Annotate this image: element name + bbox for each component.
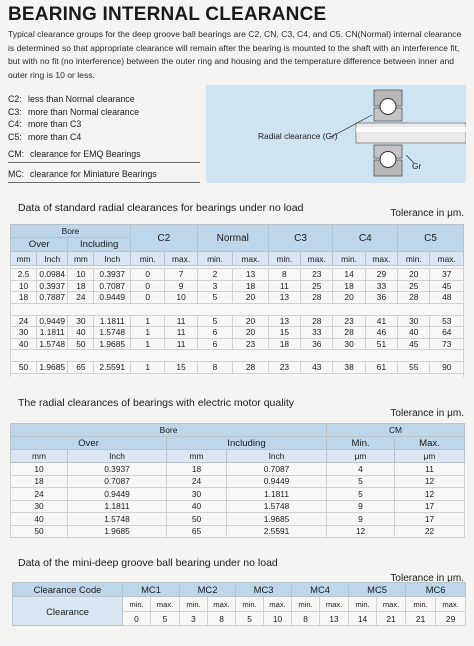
c5-header: C5 [398,225,464,252]
max-header: max. [365,252,397,266]
table-cell: 0 [130,269,164,281]
max-header: max. [233,252,268,266]
table-cell: 20 [398,269,430,281]
class-desc: more than C3 [28,119,82,130]
min-header: min. [349,597,377,612]
table-cell: 13 [268,292,300,304]
table2-title: The radial clearances of bearings with electric motor quality [18,397,295,409]
table-cell: 11 [165,338,197,350]
page-title: BEARING INTERNAL CLEARANCE [8,4,327,25]
table-cell: 1.9685 [227,513,327,526]
um-header: μm [327,450,395,463]
motor-quality-clearance-table [10,423,465,538]
c4-header: C4 [333,225,398,252]
table-cell: 15 [268,327,300,339]
bore-header: Bore [11,424,327,437]
class-item [8,93,200,106]
table-cell: 65 [167,525,227,538]
table-cell: 0.9449 [94,292,131,304]
table-cell: 18 [11,475,68,488]
table-cell: 30 [11,500,68,513]
table-cell: 33 [301,327,333,339]
radial-clearance-label: Radial clearance (Gr) [258,131,338,141]
table-cell: 1.1811 [94,315,131,327]
table-cell: 2.5 [11,269,37,281]
table-cell: 46 [365,327,397,339]
table-cell: 20 [333,292,365,304]
min-header: min. [197,252,232,266]
max-header: max. [165,252,197,266]
table-cell: 0.3937 [68,463,167,476]
table-cell: 50 [167,513,227,526]
table-cell: 45 [398,338,430,350]
table-cell: 24 [167,475,227,488]
table-cell: 55 [398,362,430,374]
table-cell: 28 [301,315,333,327]
table-cell: 5 [236,612,264,626]
class-code: C3: [8,106,22,117]
table-cell: 11 [395,463,465,476]
table-cell: 11 [165,327,197,339]
table-cell: 13 [268,315,300,327]
table-cell: 90 [430,362,464,374]
table-cell: 7 [165,269,197,281]
table-cell: 0.9449 [227,475,327,488]
um-header: μm [395,450,465,463]
mc5-header: MC5 [349,583,406,597]
table1-title: Data of standard radial clearances for bearings under no load [18,202,304,214]
table-row [11,463,465,476]
table-cell: 5 [327,488,395,501]
table-cell: 65 [68,362,94,374]
class-code: C5: [8,131,22,142]
table-cell: 28 [333,327,365,339]
table-cell: 10 [11,463,68,476]
max-header: max. [264,597,292,612]
table-cell: 5 [151,612,180,626]
table-cell: 0.7887 [37,292,68,304]
table-cell: 61 [365,362,397,374]
table-cell: 18 [11,292,37,304]
table-cell: 0.7087 [94,280,131,292]
table-cell: 38 [333,362,365,374]
class-code: MC: [8,169,25,179]
table-cell: 2 [197,269,232,281]
including-header: Including [167,437,327,450]
class-desc: more than C4 [28,131,82,142]
table-row [11,315,464,327]
max-header: max. [301,252,333,266]
table-cell: 8 [197,362,232,374]
table-cell: 2.5591 [94,362,131,374]
cm-header: CM [327,424,465,437]
table-cell: 41 [365,315,397,327]
table-cell: 21 [406,612,436,626]
table-cell: 40 [398,327,430,339]
mc2-header: MC2 [180,583,236,597]
class-code: C2: [8,94,22,105]
gr-label: Gr [412,161,422,171]
table-cell: 1.1811 [227,488,327,501]
standard-clearance-table [10,224,464,377]
table-cell: 10 [11,280,37,292]
table-cell: 0.0984 [37,269,68,281]
table-cell: 30 [68,315,94,327]
table-row [11,292,464,304]
table-cell: 9 [165,280,197,292]
table-row [11,500,465,513]
table-cell: 73 [430,338,464,350]
over-header: Over [11,238,68,252]
table-cell: 20 [233,327,268,339]
max-header: max. [208,597,236,612]
table-row [11,362,464,374]
min-header: min. [180,597,208,612]
table-cell: 40 [11,513,68,526]
table-cell: 1.9685 [37,362,68,374]
table-cell: 28 [301,292,333,304]
normal-header: Normal [197,225,268,252]
inch-header: Inch [37,252,68,266]
max-header: max. [377,597,406,612]
table-cell: 30 [11,327,37,339]
table-cell: 4 [327,463,395,476]
table-cell: 11 [268,280,300,292]
class-item [8,118,200,131]
table-cell: 8 [208,612,236,626]
table-row [11,513,465,526]
table-cell: 10 [165,292,197,304]
table-cell: 5 [197,292,232,304]
class-item [8,106,200,119]
table-cell: 3 [180,612,208,626]
table-cell: 64 [430,327,464,339]
max-header: max. [430,252,464,266]
min-header: min. [268,252,300,266]
table-cell: 1.5748 [37,338,68,350]
table-cell: 8 [268,269,300,281]
table-cell: 36 [365,292,397,304]
table-cell: 43 [301,362,333,374]
table-cell: 18 [167,463,227,476]
table-cell: 20 [233,315,268,327]
inch-header: Inch [68,450,167,463]
clearance-code-label: Clearance Code [13,583,123,597]
table-cell: 24 [68,292,94,304]
table-cell: 1 [130,327,164,339]
class-item [8,131,200,144]
max-header: max. [436,597,466,612]
table-cell: 25 [301,280,333,292]
clearance-class-list [8,93,200,183]
c2-header: C2 [130,225,197,252]
table-row [11,475,465,488]
table-cell: 10 [68,269,94,281]
table-cell: 11 [165,315,197,327]
table-cell: 37 [430,269,464,281]
table-row [11,525,465,538]
min-header: min. [333,252,365,266]
table-row [11,280,464,292]
table-cell: 18 [333,280,365,292]
table-cell: 13 [320,612,349,626]
min-header: min. [130,252,164,266]
table-cell: 23 [301,269,333,281]
table-cell: 3 [197,280,232,292]
including-header: Including [68,238,131,252]
table-cell: 1 [130,362,164,374]
over-header: Over [11,437,167,450]
table-cell: 1 [130,315,164,327]
table-cell: 18 [233,280,268,292]
table-cell: 9 [327,513,395,526]
table-cell: 1.9685 [68,525,167,538]
table-cell: 1.5748 [94,327,131,339]
table-cell: 40 [11,338,37,350]
class-item [8,166,200,183]
table-cell: 1 [130,338,164,350]
class-code: CM: [8,149,25,159]
table-cell: 0 [130,292,164,304]
bore-header: Bore [11,225,131,238]
table-cell: 10 [264,612,292,626]
table-cell: 23 [268,362,300,374]
table-cell: 23 [333,315,365,327]
mc6-header: MC6 [406,583,466,597]
mm-header: mm [11,450,68,463]
table-row [11,488,465,501]
mc4-header: MC4 [292,583,349,597]
table-cell: 28 [398,292,430,304]
class-item [8,146,200,163]
table-cell: 29 [365,269,397,281]
table-cell: 17 [395,513,465,526]
table-row [11,327,464,339]
table-cell: 24 [11,488,68,501]
max-header: max. [320,597,349,612]
table3-tolerance: Tolerance in μm. [390,573,464,584]
table-cell: 30 [333,338,365,350]
class-code: C4: [8,119,22,130]
table2-tolerance: Tolerance in μm. [390,408,464,419]
mc3-header: MC3 [236,583,292,597]
table-cell: 12 [395,488,465,501]
class-desc: more than Normal clearance [28,106,139,117]
mc1-header: MC1 [123,583,180,597]
table-cell: 40 [167,500,227,513]
table-cell: 8 [292,612,320,626]
table1-tolerance: Tolerance in μm. [390,208,464,219]
table-cell: 24 [11,315,37,327]
clearance-row-label: Clearance [13,597,123,626]
min-header: min. [292,597,320,612]
table3-title: Data of the mini-deep groove ball bearing under no load [18,557,278,569]
table-cell: 5 [197,315,232,327]
table-cell: 17 [395,500,465,513]
intro-paragraph: Typical clearance groups for the deep groove ball bearings are C2, CN, C3, C4, and C5. CN(Normal) internal clearance is determined so that appropriate clearance will remain after the bearing is mounted to the shaft with an interference fit, but with no fit (no interference) between the outer ring and housing and the temperature difference between inner and outer ring is 10 or less. [8,29,462,80]
table-cell: 50 [11,362,37,374]
table-cell: 0.3937 [94,269,131,281]
table-cell: 13 [233,269,268,281]
table-cell: 18 [268,338,300,350]
mm-header: mm [68,252,94,266]
table-cell: 0.9449 [37,315,68,327]
table-cell: 30 [167,488,227,501]
table-cell: 36 [301,338,333,350]
min-header: min. [398,252,430,266]
table-cell: 18 [68,280,94,292]
table-cell: 30 [398,315,430,327]
table-cell: 29 [436,612,466,626]
mm-header: mm [167,450,227,463]
table-row [11,269,464,281]
table-cell: 14 [349,612,377,626]
table-cell: 12 [395,475,465,488]
min-header: min. [406,597,436,612]
table-cell: 1.5748 [227,500,327,513]
max-header: Max. [395,437,465,450]
table-cell: 0.3937 [37,280,68,292]
table-cell: 5 [327,475,395,488]
table-cell: 40 [68,327,94,339]
table-cell: 12 [327,525,395,538]
table-cell: 15 [165,362,197,374]
table-cell: 9 [327,500,395,513]
table-cell: 1.1811 [68,500,167,513]
table-cell: 14 [333,269,365,281]
table-cell: 6 [197,338,232,350]
table-cell: 33 [365,280,397,292]
table-cell: 53 [430,315,464,327]
table-cell: 50 [11,525,68,538]
table-cell: 28 [233,362,268,374]
table-cell: 0.7087 [68,475,167,488]
table-cell: 1.5748 [68,513,167,526]
table-cell: 0 [130,280,164,292]
class-desc: clearance for Miniature Bearings [30,169,157,179]
min-header: Min. [327,437,395,450]
table-cell: 22 [395,525,465,538]
inch-header: Inch [94,252,131,266]
c3-header: C3 [268,225,333,252]
class-desc: less than Normal clearance [28,94,135,105]
inch-header: Inch [227,450,327,463]
table-row [11,338,464,350]
table-cell: 25 [398,280,430,292]
table-cell: 0.9449 [68,488,167,501]
bearing-diagram [206,85,466,183]
table-cell: 1.1811 [37,327,68,339]
table-cell: 45 [430,280,464,292]
table-cell: 6 [197,327,232,339]
table-cell: 50 [68,338,94,350]
mm-header: mm [11,252,37,266]
min-header: min. [123,597,151,612]
table-cell: 2.5591 [227,525,327,538]
class-desc: clearance for EMQ Bearings [30,149,141,159]
table-cell: 0.7087 [227,463,327,476]
table-cell: 21 [377,612,406,626]
table-cell: 51 [365,338,397,350]
table-cell: 1.9685 [94,338,131,350]
table-cell: 23 [233,338,268,350]
min-header: min. [236,597,264,612]
table-cell: 20 [233,292,268,304]
max-header: max. [151,597,180,612]
table-cell: 0 [123,612,151,626]
mini-bearing-clearance-table [12,582,466,626]
table-cell: 48 [430,292,464,304]
